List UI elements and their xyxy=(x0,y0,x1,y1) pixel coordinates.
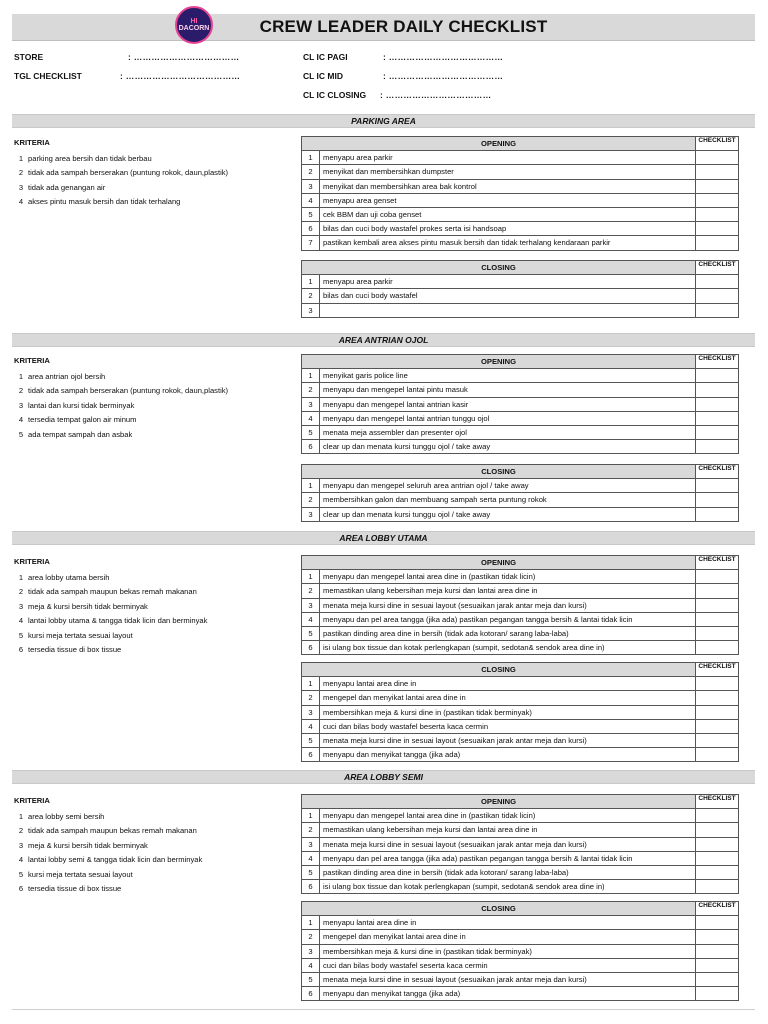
kriteria-item: 1 area lobby utama bersih xyxy=(18,572,110,582)
table-row: 1 menyapu lantai area dine in xyxy=(302,677,739,691)
kriteria-item: 5 ada tempat sampah dan asbak xyxy=(18,429,133,439)
checklist-cell[interactable] xyxy=(696,289,739,303)
table-row: 3 clear up dan menata kursi tunggu ojol / take away xyxy=(302,507,739,521)
checklist-cell[interactable] xyxy=(696,612,739,626)
table-row: 3 menyikat dan membersihkan area bak kontrol xyxy=(302,179,739,193)
table-row: 6 isi ulang box tissue dan kotak perlengkapan (sumpit, sedotan& sendok area dine in) xyxy=(302,641,739,655)
checklist-cell[interactable] xyxy=(696,236,739,250)
kriteria-item: 5 kursi meja tertata sesuai layout xyxy=(18,630,133,640)
kriteria-item: 1 area antrian ojol bersih xyxy=(18,371,106,381)
table-row: 3 menyapu dan mengepel lantai antrian kasir xyxy=(302,397,739,411)
kriteria-item: 4 lantai lobby semi & tangga tidak licin dan berminyak xyxy=(18,855,203,865)
kriteria-label: KRITERIA xyxy=(14,557,50,566)
kriteria-lobby-semi xyxy=(14,796,202,896)
checklist-cell[interactable] xyxy=(696,275,739,289)
table-row: 1 menyapu area parkir xyxy=(302,275,739,289)
checklist-header: CHECKLIST xyxy=(696,795,739,809)
kriteria-item: 4 akses pintu masuk bersih dan tidak terhalang xyxy=(18,197,181,207)
checklist-cell[interactable] xyxy=(696,193,739,207)
table-row: 5 menata meja assembler dan presenter ojol xyxy=(302,425,739,439)
table-row: 4 menyapu dan pel area tangga (jika ada) pastikan pegangan tangga bersih & lantai tidak licin xyxy=(302,612,739,626)
checklist-cell[interactable] xyxy=(696,411,739,425)
title-bar xyxy=(12,14,755,41)
section-lobby-utama-bar: AREA LOBBY UTAMA xyxy=(12,531,755,545)
table-row: 6 menyapu dan menyikat tangga (jika ada) xyxy=(302,987,739,1001)
checklist-cell[interactable] xyxy=(696,916,739,930)
parking-closing-table xyxy=(301,260,739,318)
checklist-cell[interactable] xyxy=(696,705,739,719)
table-row: 2 membersihkan galon dan membuang sampah serta puntung rokok xyxy=(302,493,739,507)
checklist-cell[interactable] xyxy=(696,677,739,691)
checklist-cell[interactable] xyxy=(696,222,739,236)
table-row: 6 bilas dan cuci body wastafel prokes serta isi handsoap xyxy=(302,222,739,236)
checklist-header: CHECKLIST xyxy=(696,663,739,677)
kriteria-item: 5 kursi meja tertata sesuai layout xyxy=(18,869,133,879)
logo-line-1: HI xyxy=(190,18,198,25)
kriteria-antrian-ojol xyxy=(14,356,228,442)
section-parking-area-bar: PARKING AREA xyxy=(12,114,755,128)
checklist-cell[interactable] xyxy=(696,865,739,879)
table-row: 2 menyapu dan mengepel lantai pintu masuk xyxy=(302,383,739,397)
checklist-cell[interactable] xyxy=(696,823,739,837)
table-row: 4 menyapu area genset xyxy=(302,193,739,207)
table-row: 1 menyapu area parkir xyxy=(302,151,739,165)
table-row: 6 menyapu dan menyikat tangga (jika ada) xyxy=(302,748,739,762)
table-row: 1 menyikat garis police line xyxy=(302,369,739,383)
closing-header: CLOSING xyxy=(302,465,696,479)
kriteria-item: 2 tidak ada sampah maupun bekas remah makanan xyxy=(18,587,197,597)
table-row: 5 menata meja kursi dine in sesuai layout (sesuaikan jarak antar meja dan kursi) xyxy=(302,733,739,747)
table-row: 4 cuci dan bilas body wastafel seserta kaca cermin xyxy=(302,958,739,972)
checklist-cell[interactable] xyxy=(696,930,739,944)
checklist-cell[interactable] xyxy=(696,425,739,439)
table-row: 3 menata meja kursi dine in sesuai layout (sesuaikan jarak antar meja dan kursi) xyxy=(302,837,739,851)
table-row: 3 membersihkan meja & kursi dine in (pastikan tidak berminyak) xyxy=(302,944,739,958)
checklist-cell[interactable] xyxy=(696,570,739,584)
opening-header: OPENING xyxy=(302,795,696,809)
checklist-cell[interactable] xyxy=(696,851,739,865)
table-row: 2 memastikan ulang kebersihan meja kursi dan lantai area dine in xyxy=(302,823,739,837)
table-row: 1 menyapu lantai area dine in xyxy=(302,916,739,930)
checklist-cell[interactable] xyxy=(696,880,739,894)
checklist-cell[interactable] xyxy=(696,207,739,221)
kriteria-item: 4 lantai lobby utama & tangga tidak licin dan berminyak xyxy=(18,616,208,626)
table-row: 6 isi ulang box tissue dan kotak perlengkapan (sumpit, sedotan& sendok area dine in) xyxy=(302,880,739,894)
kriteria-item: 1 parking area bersih dan tidak berbau xyxy=(18,153,152,163)
opening-header: OPENING xyxy=(302,137,696,151)
checklist-cell[interactable] xyxy=(696,641,739,655)
table-row: 3 menata meja kursi dine in sesuai layout (sesuaikan jarak antar meja dan kursi) xyxy=(302,598,739,612)
cl-ic-closing-label: CL IC CLOSING xyxy=(303,90,367,100)
kriteria-item: 2 tidak ada sampah maupun bekas remah makanan xyxy=(18,826,197,836)
table-row: 2 mengepel dan menyikat lantai area dine in xyxy=(302,930,739,944)
checklist-cell[interactable] xyxy=(696,584,739,598)
kriteria-item: 3 meja & kursi bersih tidak berminyak xyxy=(18,840,148,850)
antrian-ojol-opening-table xyxy=(301,354,739,454)
kriteria-item: 6 tersedia tissue di box tissue xyxy=(18,884,122,894)
cl-ic-pagi-label: CL IC PAGI xyxy=(303,52,348,62)
table-row: 7 pastikan kembali area akses pintu masuk bersih dan tidak terhalang kendaraan parkir xyxy=(302,236,739,250)
checklist-header: CHECKLIST xyxy=(696,902,739,916)
brand-logo xyxy=(175,6,213,44)
section-antrian-ojol-bar: AREA ANTRIAN OJOL xyxy=(12,333,755,347)
checklist-cell[interactable] xyxy=(696,493,739,507)
kriteria-label: KRITERIA xyxy=(14,356,50,365)
checklist-cell[interactable] xyxy=(696,626,739,640)
store-label: STORE xyxy=(14,52,44,62)
closing-header: CLOSING xyxy=(302,261,696,275)
checklist-header: CHECKLIST xyxy=(696,355,739,369)
table-row: 2 memastikan ulang kebersihan meja kursi dan lantai area dine in xyxy=(302,584,739,598)
checklist-cell[interactable] xyxy=(696,383,739,397)
table-row: 1 menyapu dan mengepel lantai area dine in (pastikan tidak licin) xyxy=(302,570,739,584)
table-row: 2 menyikat dan membersihkan dumpster xyxy=(302,165,739,179)
checklist-cell[interactable] xyxy=(696,809,739,823)
table-row: 6 clear up dan menata kursi tunggu ojol / take away xyxy=(302,440,739,454)
checklist-cell[interactable] xyxy=(696,598,739,612)
closing-header: CLOSING xyxy=(302,902,696,916)
checklist-header: CHECKLIST xyxy=(696,137,739,151)
checklist-cell[interactable] xyxy=(696,179,739,193)
antrian-ojol-closing-table xyxy=(301,464,739,522)
checklist-cell[interactable] xyxy=(696,369,739,383)
closing-header: CLOSING xyxy=(302,663,696,677)
table-row: 5 cek BBM dan uji coba genset xyxy=(302,207,739,221)
opening-header: OPENING xyxy=(302,556,696,570)
kriteria-item: 6 tersedia tissue di box tissue xyxy=(18,645,122,655)
checklist-cell[interactable] xyxy=(696,165,739,179)
lobby-utama-closing-table xyxy=(301,662,739,762)
table-row: 4 menyapu dan mengepel lantai antrian tunggu ojol xyxy=(302,411,739,425)
cl-ic-pagi-field[interactable]: : ………………………………… xyxy=(383,52,504,62)
lobby-semi-closing-table xyxy=(301,901,739,1001)
checklist-cell[interactable] xyxy=(696,397,739,411)
tgl-checklist-label: TGL CHECKLIST xyxy=(14,71,82,81)
kriteria-label: KRITERIA xyxy=(14,796,50,805)
parking-opening-table xyxy=(301,136,739,251)
cl-ic-closing-field[interactable]: : ……………………………… xyxy=(380,90,492,100)
checklist-cell[interactable] xyxy=(696,733,739,747)
checklist-cell[interactable] xyxy=(696,691,739,705)
table-row: 4 menyapu dan pel area tangga (jika ada) pastikan pegangan tangga bersih & lantai tidak licin xyxy=(302,851,739,865)
checklist-cell[interactable] xyxy=(696,303,739,317)
kriteria-item: 3 tidak ada genangan air xyxy=(18,182,106,192)
lobby-semi-opening-table xyxy=(301,794,739,894)
checklist-cell[interactable] xyxy=(696,507,739,521)
table-row: 4 cuci dan bilas body wastafel beserta kaca cermin xyxy=(302,719,739,733)
checklist-cell[interactable] xyxy=(696,958,739,972)
checklist-header: CHECKLIST xyxy=(696,261,739,275)
table-row: 2 bilas dan cuci body wastafel xyxy=(302,289,739,303)
lobby-utama-opening-table xyxy=(301,555,739,655)
store-field[interactable]: : ……………………………… xyxy=(128,52,240,62)
page-title: CREW LEADER DAILY CHECKLIST xyxy=(259,17,548,36)
checklist-cell[interactable] xyxy=(696,719,739,733)
table-row: 2 mengepel dan menyikat lantai area dine in xyxy=(302,691,739,705)
logo-line-2: DACORN xyxy=(178,25,210,32)
checklist-cell[interactable] xyxy=(696,987,739,1001)
tgl-checklist-field[interactable]: : ………………………………… xyxy=(120,71,241,81)
opening-header: OPENING xyxy=(302,355,696,369)
checklist-header: CHECKLIST xyxy=(696,556,739,570)
table-row: 5 pastikan dinding area dine in bersih (tidak ada kotoran/ sarang laba-laba) xyxy=(302,865,739,879)
checklist-cell[interactable] xyxy=(696,837,739,851)
kriteria-parking-area xyxy=(14,138,228,209)
kriteria-item: 1 area lobby semi bersih xyxy=(18,811,105,821)
cl-ic-mid-label: CL IC MID xyxy=(303,71,343,81)
table-row: 3 membersihkan meja & kursi dine in (pastikan tidak berminyak) xyxy=(302,705,739,719)
table-row: 1 menyapu dan mengepel seluruh area antrian ojol / take away xyxy=(302,479,739,493)
checklist-cell[interactable] xyxy=(696,748,739,762)
checklist-cell[interactable] xyxy=(696,972,739,986)
checklist-header: CHECKLIST xyxy=(696,465,739,479)
kriteria-item: 2 tidak ada sampah berserakan (puntung rokok, daun,plastik) xyxy=(18,168,229,178)
kriteria-label: KRITERIA xyxy=(14,138,50,147)
section-lobby-semi-bar: AREA LOBBY SEMI xyxy=(12,770,755,784)
table-row: 5 menata meja kursi dine in sesuai layout (sesuaikan jarak antar meja dan kursi) xyxy=(302,972,739,986)
checklist-cell[interactable] xyxy=(696,151,739,165)
checklist-cell[interactable] xyxy=(696,440,739,454)
cl-ic-mid-field[interactable]: : ………………………………… xyxy=(383,71,504,81)
table-row: 1 menyapu dan mengepel lantai area dine in (pastikan tidak licin) xyxy=(302,809,739,823)
table-row: 3 xyxy=(302,303,739,317)
page-divider xyxy=(12,1009,755,1010)
kriteria-item: 3 meja & kursi bersih tidak berminyak xyxy=(18,601,148,611)
table-row: 5 pastikan dinding area dine in bersih (tidak ada kotoran/ sarang laba-laba) xyxy=(302,626,739,640)
kriteria-item: 2 tidak ada sampah berserakan (puntung rokok, daun,plastik) xyxy=(18,386,229,396)
kriteria-lobby-utama xyxy=(14,557,207,657)
checklist-cell[interactable] xyxy=(696,479,739,493)
checklist-cell[interactable] xyxy=(696,944,739,958)
kriteria-item: 3 lantai dan kursi tidak berminyak xyxy=(18,400,135,410)
kriteria-item: 4 tersedia tempat galon air minum xyxy=(18,415,137,425)
